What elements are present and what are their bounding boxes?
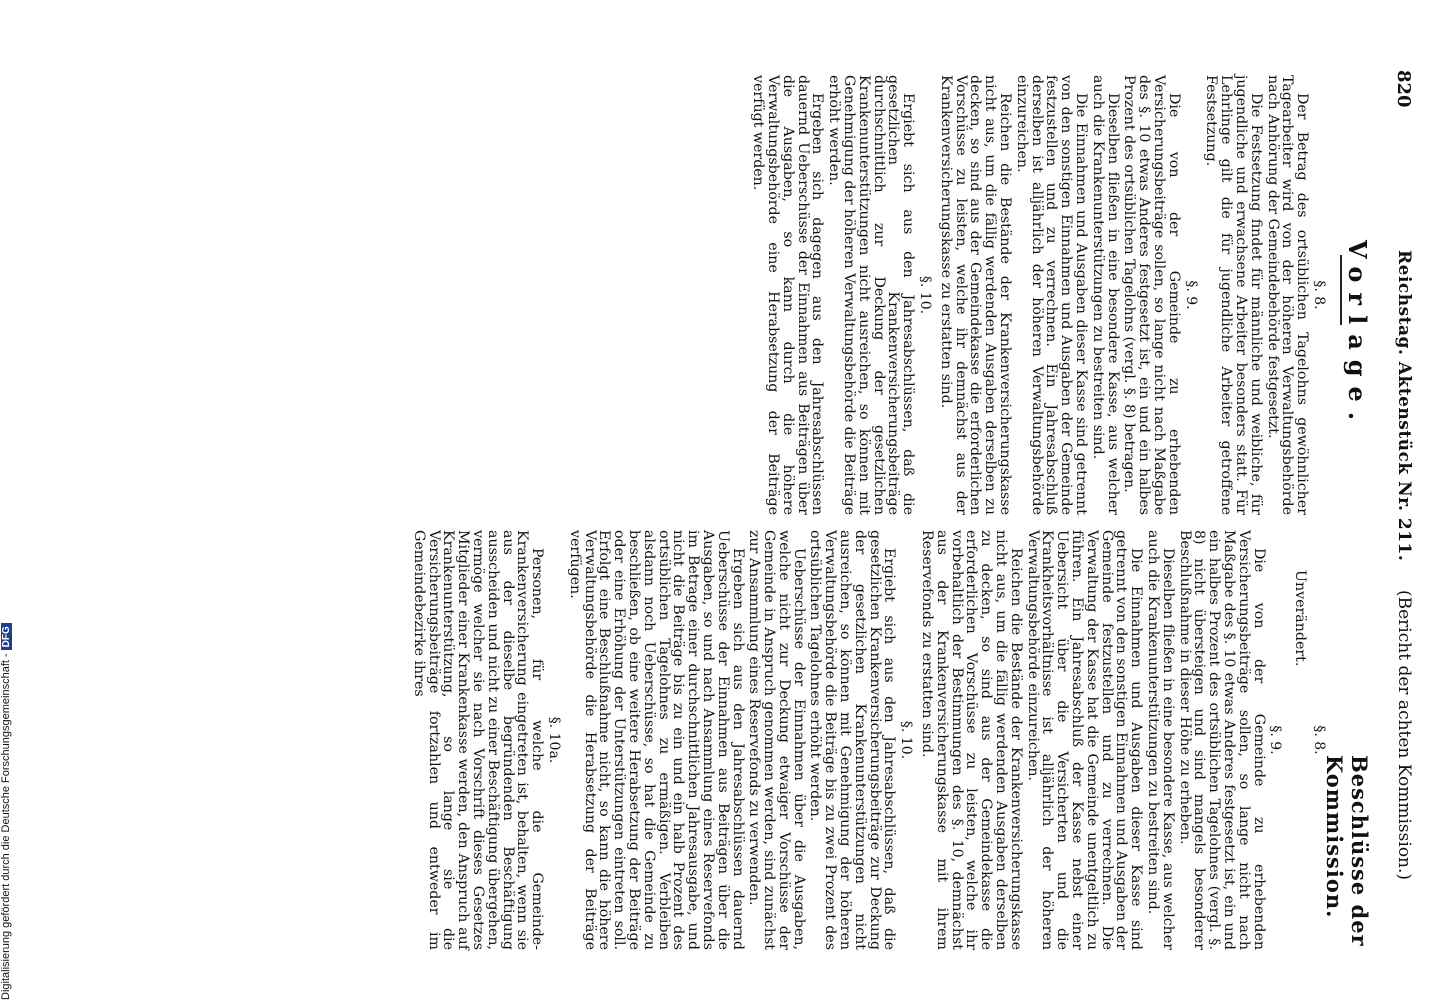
paragraph: Ergiebt sich aus den Jahresabschlüssen, daß die gesetzlichen Krankenversicherungsbeiträge durchschnittlich zur Deckung der gesetzlichen Krankenunterstützungen nicht ausreichen, so können mit Genehmigung der höheren Verwaltungsbehörde die Beiträge erhöht werden. bbox=[826, 75, 917, 515]
unchanged-note: Unverändert. bbox=[1292, 570, 1309, 667]
paragraph: Die Einnahmen und Ausgaben dieser Kasse sind getrennt von den sonstigen Einnahmen und Ausgaben der Gemeinde festzustellen und zu verrechnen. Die Verwaltung der Kasse hat die Gemeinde unentgeltlich zu führen. Ein Jahresabschluß der Kasse nebst einer Uebersicht über die Versicherten und die Krankheitsvorhältnisse ist alljährlich der höheren Verwaltungsbehörde einzureichen. bbox=[1024, 530, 1145, 950]
paragraph: Ergeben sich dagegen aus den Jahresabschlüssen dauernd Ueberschüsse der Einnahmen aus Beiträgen über die Ausgaben, so kann durch die höhere Verwaltungsbehörde eine Herabsetzung der Beiträge verfügt werden. bbox=[750, 75, 826, 515]
page-header bbox=[1390, 70, 1414, 970]
paragraph: Ergeben sich aus den Jahresabschlüssen dauernd Ueberschüsse der Einnahmen aus Beiträgen über die Ausgaben, so und nach Ansammlung eines Reservefonds im Betrage einer durchschnittlichen Jahresausgabe, und nicht die Beiträge bis zu ein und ein halb Prozent des ortsüblichen Tagelohnes zu ermäßigen. Verbleiben alsdann noch Ueberschüsse, so hat die Gemeinde zu beschließen, ob eine weitere Herabsetzung der Beiträge oder eine Erhöhung der Unterstützungen eintreten soll. Erfolgt eine Beschlußnahme nicht, so kann die höhere Verwaltungsbehörde die Herabsetzung der Beiträge verfügen. bbox=[566, 530, 746, 950]
paragraph: Die von der Gemeinde zu erhebenden Versicherungsbeiträge sollen, so lange nicht nach Maßgabe des §. 10 etwas Anderes festgesetzt ist, ein und ein halbes Prozent des ortsüblichen Tagelohnes (vergl. §. 8) nicht übersteigen und sind mangels besonderer Beschlußnahme in dieser Höhe zu erheben. bbox=[1176, 530, 1267, 950]
paragraph: Ueberschüsse der Einnahmen über die Ausgaben, welche nicht zur Deckung etwaiger Vorschüsse der Gemeinde in Anspruch genommen werden, sind zunächst zur Ansammlung eines Reservefonds zu verwenden. bbox=[746, 530, 807, 950]
right-column bbox=[409, 530, 1332, 950]
right-column-heading: Beschlüsse der Kommission. bbox=[1322, 755, 1372, 947]
paragraph: Reichen die Bestände der Krankenversicherungskasse nicht aus, um die fällig werdenden Ausgaben derselben zu decken, so sind aus der Gemeindekasse die erforderlichen Vorschüsse zu leisten, welche ihr demnächst aus der Krankenversicherungskasse zu erstatten sind. bbox=[937, 75, 1014, 515]
paragraph: Reichen die Bestände der Krankenversicherungskasse nicht aus, um die fällig werdenden Ausgaben derselben zu decken, so sind aus der Gemeindekasse die erforderlichen Vorschüsse zu leisten, welche ihr vorbehaltlich der Bestimmungen des §. 10, demnächst aus der Krankenversicherungskasse mit ihrem Reservefonds zu erstatten sind. bbox=[919, 530, 1024, 950]
paragraph: Die von der Gemeinde zu erhebenden Versicherungsbeiträge sollen, so lange nicht nach Maßgabe des §. 10 etwas Anderes festgesetzt ist, ein und ein halbes Prozent des ortsüblichen Tagelohns (vergl. §. 8) betragen. bbox=[1121, 75, 1182, 515]
paragraph: Dieselben fließen in eine besondere Kasse, aus welcher auch die Krankenunterstützungen zu bestreiten sind. bbox=[1145, 530, 1176, 950]
paragraph: Ergiebt sich aus den Jahresabschlüssen, daß die gesetzlichen Krankenversicherungsbeiträge zur Deckung der gesetzlichen Krankenunterstützungen nicht ausreichen, so können mit Genehmigung der höheren Verwaltungsbehörde die Beiträge bis zu zwei Prozent des ortsüblichen Tagelohnes erhöht werden. bbox=[807, 530, 898, 950]
paragraph: Die Einnahmen und Ausgaben dieser Kasse sind getrennt von den sonstigen Einnahmen und Ausgaben der Gemeinde festzustellen und zu verrechnen. Ein Jahresabschluß derselben ist alljährlich der höheren Verwaltungsbehörde einzureichen. bbox=[1013, 75, 1090, 515]
section-title: §. 8. bbox=[1311, 725, 1327, 755]
paragraph: Die Festsetzung findet für männliche und weibliche, für jugendliche und erwachsene Arbeiter besonders statt. Für Lehrlinge gilt die für jugendliche Arbeiter getroffene Festsetzung. bbox=[1203, 75, 1264, 515]
section-title: §. 9. bbox=[1182, 280, 1199, 310]
document-title: Reichstag. Aktenstück Nr. 211. bbox=[1394, 250, 1414, 562]
heading-rule bbox=[1340, 255, 1342, 325]
document-subtitle: (Bericht der achten Kommission.) bbox=[1394, 590, 1414, 881]
page-number: 820 bbox=[1393, 70, 1414, 108]
digitization-credit bbox=[0, 0, 18, 1000]
section-title: §. 10. bbox=[917, 275, 934, 315]
left-column bbox=[749, 75, 1332, 515]
dfg-logo: DFG bbox=[1, 623, 12, 650]
section-title: §. 8. bbox=[1311, 280, 1327, 310]
paragraph: Personen, für welche die Gemeinde-Krankenversicherung eingetreten ist, behalten, wenn sie aus der dieselbe begründenden Beschäftigung ausscheiden und nicht zu einer Beschäftigung übergehen, vermöge welcher sie nach Vorschrift dieses Gesetzes Mitglieder einer Krankenkasse werden, den Anspruch auf Krankenunterstützung, so lange sie die Versicherungsbeiträge fortzahlen und entweder im Gemeindebezirke ihres bbox=[410, 530, 546, 950]
section-title: §. 9. bbox=[1267, 725, 1284, 755]
credit-text: Digitalisierung gefördert durch die Deutsche Forschungsgemeinschaft - bbox=[0, 653, 12, 1000]
section-title: §. 10a. bbox=[545, 716, 562, 764]
left-column-heading: Vorlage. bbox=[1343, 240, 1372, 431]
paragraph: Dieselben fließen in eine besondere Kasse, aus welcher auch die Krankenunterstützungen zu bestreiten sind. bbox=[1089, 75, 1121, 515]
section-title: §. 10. bbox=[898, 720, 915, 760]
paragraph: Der Betrag des ortsüblichen Tagelohns gewöhnlicher Tagearbeiter wird von der höheren Verwaltungsbehörde nach Anhörung der Gemeindebehörde festgesetzt. bbox=[1264, 75, 1311, 515]
